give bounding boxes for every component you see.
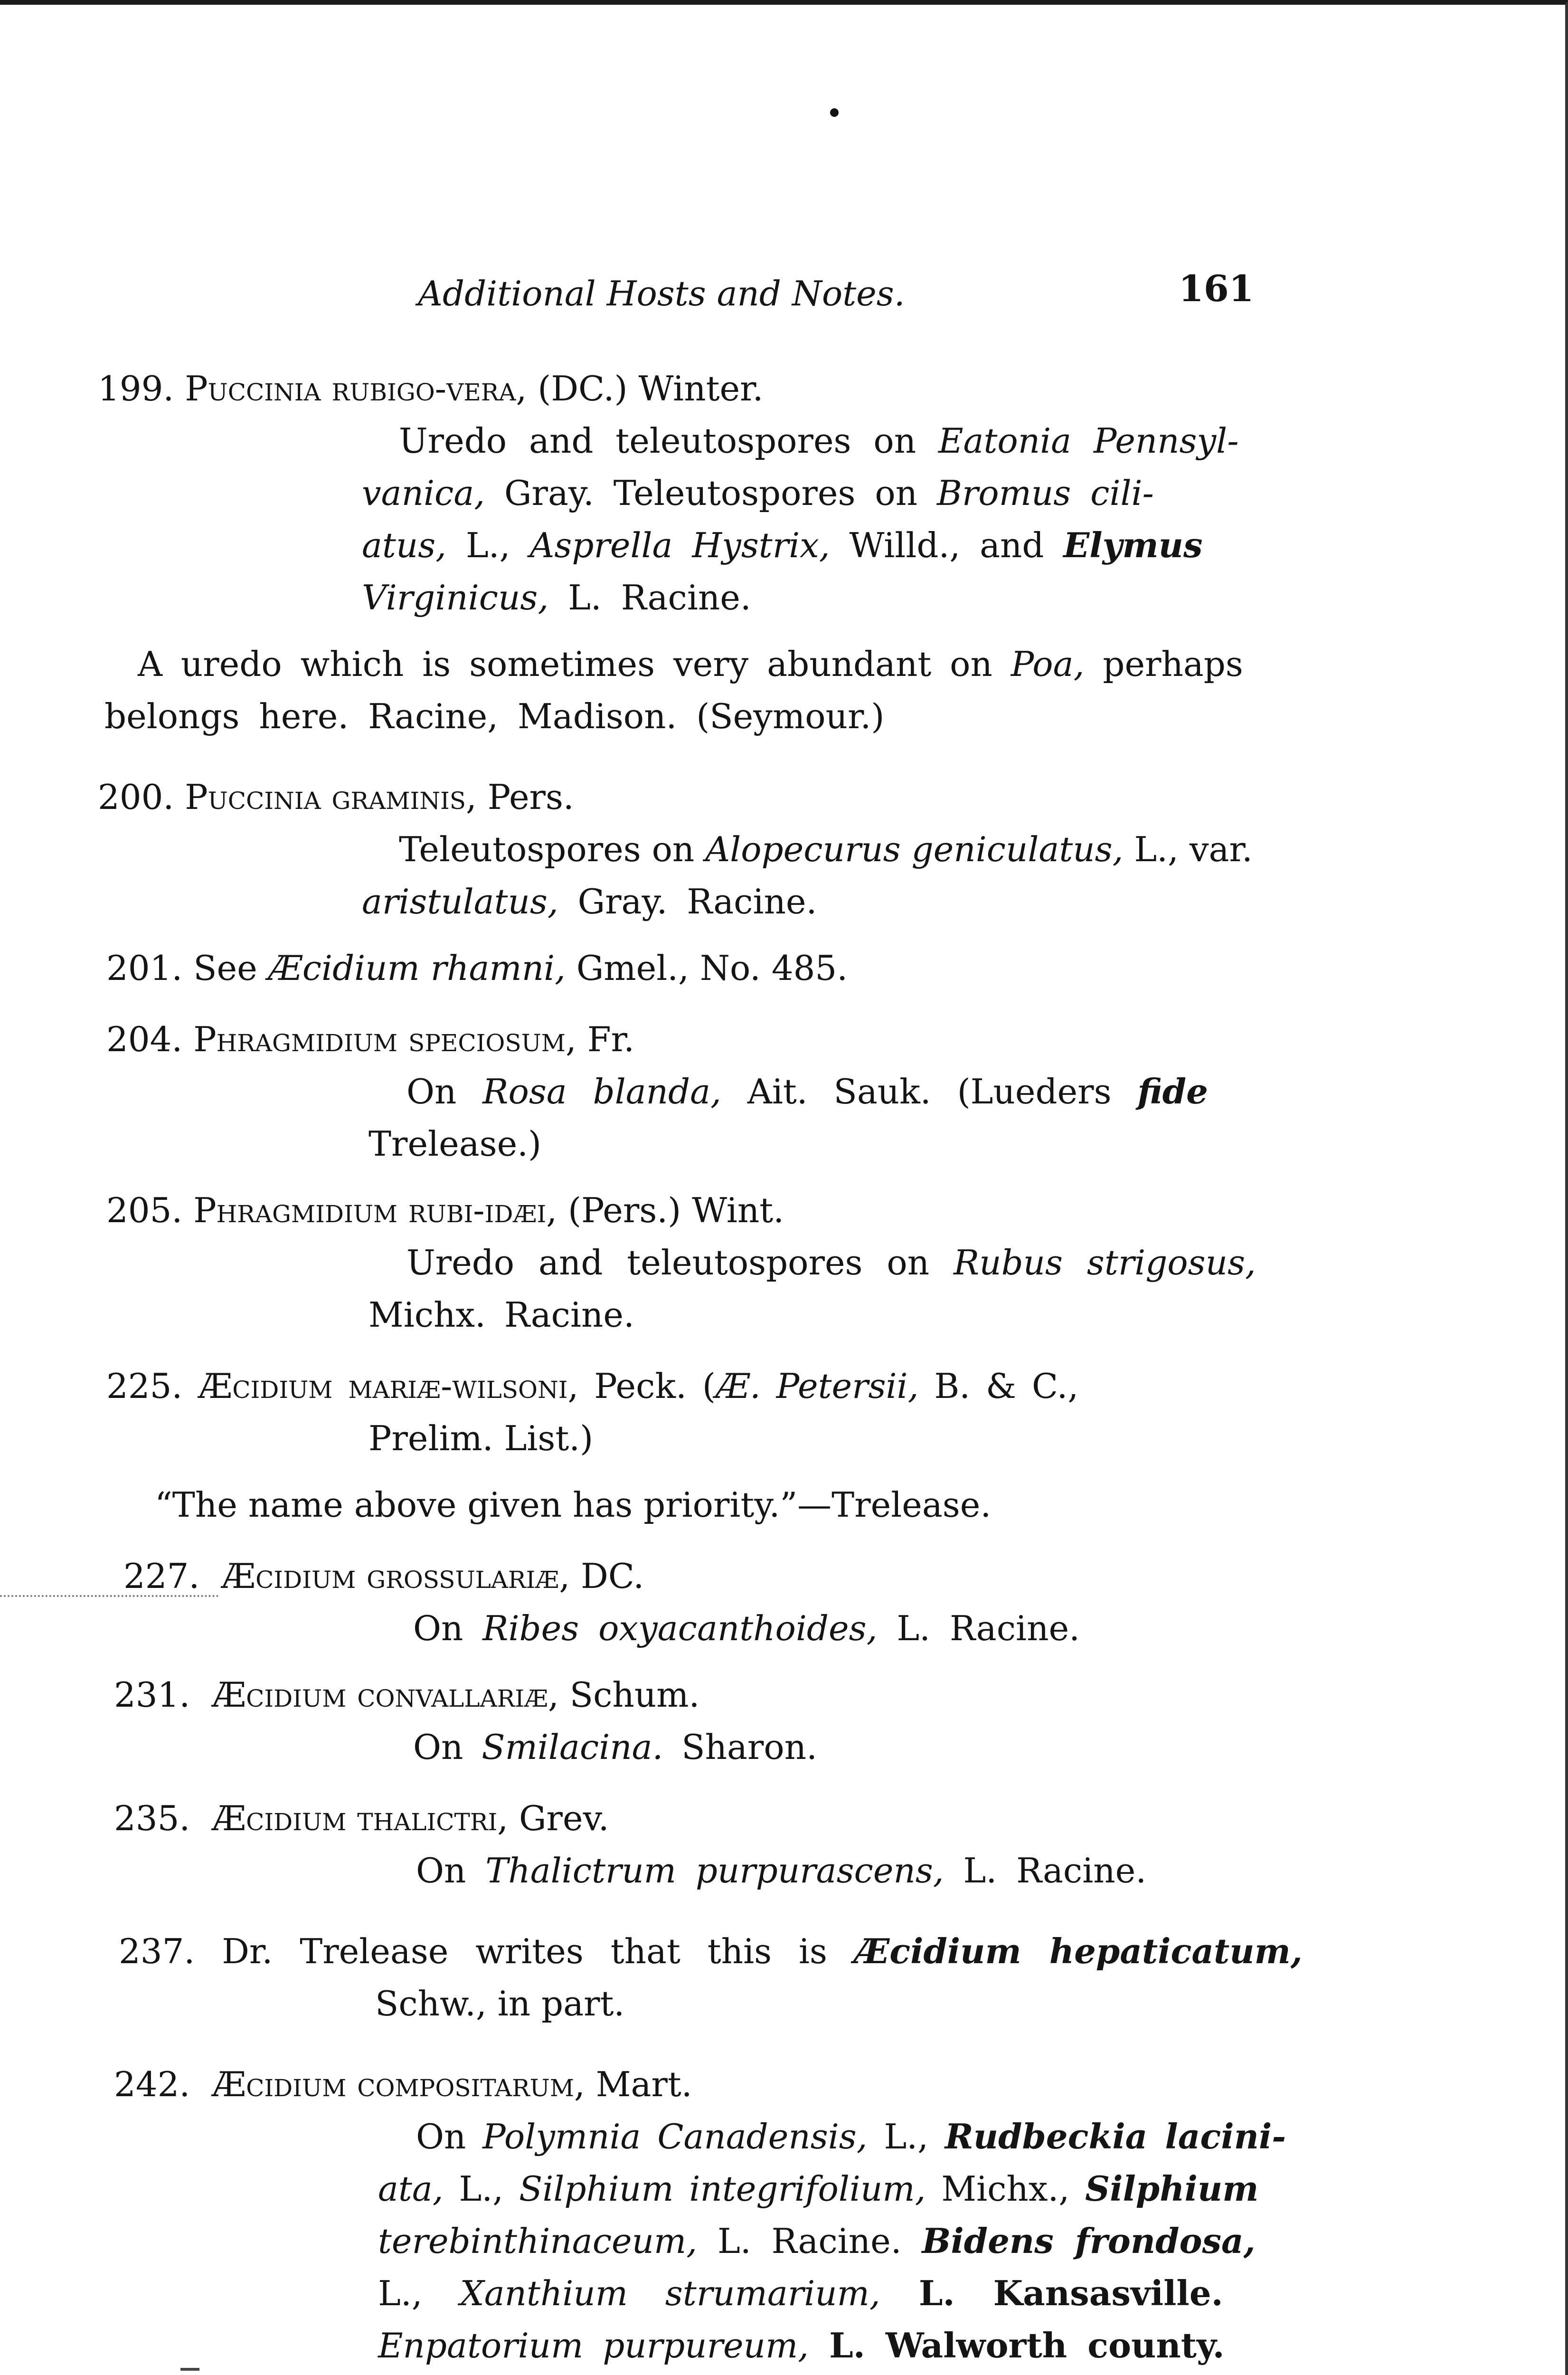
entry-227-heading: 227. Æcidium grossulariæ, DC. [123, 1556, 644, 1596]
entry-200-line-1: Teleutospores on Alopecurus geniculatus, L., var. [399, 829, 1253, 869]
entry-237-line-1: 237. Dr. Trelease writes that this is Æcidium hepaticatum, [119, 1931, 1303, 1971]
entry-242-line-1: On Polymnia Canadensis, L., Rudbeckia lacini- [416, 2116, 1286, 2156]
running-title: Additional Hosts and Notes. [418, 274, 905, 314]
entry-237-line-2: Schw., in part. [375, 1984, 625, 2024]
entry-242-line-5: Enpatorium purpureum, L. Walworth county. [378, 2325, 1225, 2366]
entry-199-note-2: belongs here. Racine, Madison. (Seymour.) [104, 696, 885, 736]
entry-205-line-2: Michx. Racine. [368, 1295, 634, 1335]
entry-242-line-4: L., Xanthium strumarium, L. Kansasville. [378, 2273, 1223, 2313]
entry-200-heading: 200. Puccinia graminis, Pers. [98, 777, 574, 817]
page-number: 161 [1179, 267, 1254, 310]
entry-231-line-1: On Smilacina. Sharon. [413, 1727, 817, 1767]
entry-201-line: 201. See Æcidium rhamni, Gmel., No. 485. [106, 948, 848, 988]
entry-199-heading: 199. Puccinia rubigo-vera, (DC.) Winter. [98, 369, 764, 408]
entry-204-line-2: Trelease.) [368, 1124, 542, 1164]
entry-205-heading: 205. Phragmidium rubi-idæi, (Pers.) Wint. [106, 1190, 784, 1230]
entry-199-note-1: A uredo which is sometimes very abundant on Poa, perhaps [138, 644, 1243, 684]
entry-225-heading: 225. Æcidium mariæ-wilsoni, Peck. (Æ. Petersii, B. & C., [106, 1366, 1079, 1406]
ink-speck [180, 2368, 199, 2371]
entry-235-heading: 235. Æcidium thalictri, Grev. [114, 1798, 609, 1838]
entry-235-line-1: On Thalictrum purpurascens, L. Racine. [416, 1851, 1147, 1890]
entry-227-line-1: On Ribes oxyacanthoides, L. Racine. [413, 1608, 1080, 1648]
entry-204-line-1: On Rosa blanda, Ait. Sauk. (Lueders fide [406, 1071, 1208, 1112]
entry-225-note: “The name above given has priority.”—Trelease. [155, 1485, 992, 1525]
ink-dot [830, 108, 839, 117]
entry-242-line-2: ata, L., Silphium integrifolium, Michx., Silphium [378, 2168, 1259, 2209]
entry-199-line-4: Virginicus, L. Racine. [362, 578, 751, 618]
entry-242-line-3: terebinthinaceum, L. Racine. Bidens frondosa, [378, 2221, 1256, 2261]
entry-199-line-1: Uredo and teleutospores on Eatonia Pennsyl- [399, 421, 1239, 461]
entry-200-line-2: aristulatus, Gray. Racine. [362, 882, 817, 922]
entry-225-line-1: Prelim. List.) [368, 1418, 594, 1458]
entry-199-line-2: vanica, Gray. Teleutospores on Bromus cili- [362, 473, 1154, 513]
entry-242-heading: 242. Æcidium compositarum, Mart. [114, 2064, 692, 2104]
entry-205-line-1: Uredo and teleutospores on Rubus strigosus, [406, 1243, 1256, 1282]
entry-231-heading: 231. Æcidium convallariæ, Schum. [114, 1675, 700, 1715]
entry-204-heading: 204. Phragmidium speciosum, Fr. [106, 1019, 635, 1059]
entry-199-line-3: atus, L., Asprella Hystrix, Willd., and Elymus [362, 525, 1203, 565]
